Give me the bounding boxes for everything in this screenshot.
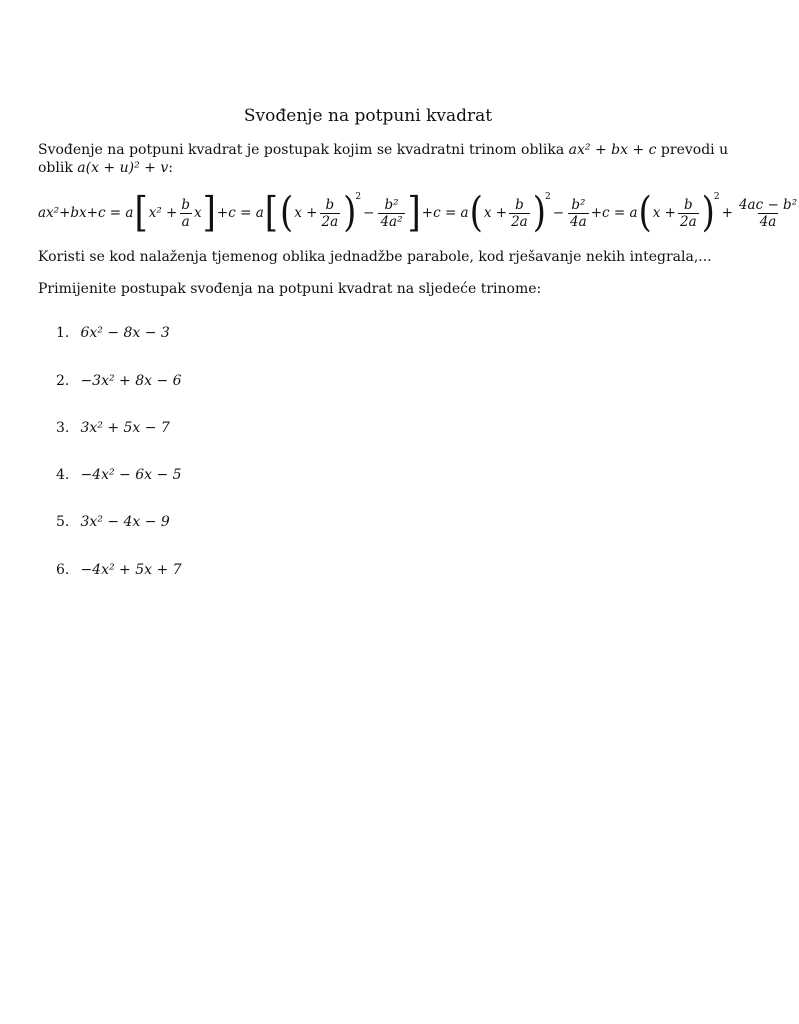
right-bracket: ] [407, 189, 421, 237]
fraction-b-over-a [179, 198, 192, 229]
right-paren: ) [532, 189, 546, 237]
intro-trinom: ax² + bx + c [568, 142, 657, 158]
task-paragraph: Primijenite postupak svođenja na potpuni kvadrat na sljedeće trinome: [38, 281, 542, 297]
fraction-denominator: 4a [570, 213, 587, 230]
formula-inner-x-3: x + [652, 205, 676, 221]
formula-inner-x: x + [294, 205, 318, 221]
fraction-denominator: 4a² [380, 213, 403, 230]
usage-paragraph: Koristi se kod nalaženja tjemenog oblika jednadžbe parabole, kod rješavanje nekih integrala,... [38, 249, 712, 265]
left-paren: ( [638, 189, 652, 237]
left-paren: ( [280, 189, 294, 237]
list-item [56, 325, 170, 345]
intro-text-3: : [168, 160, 173, 176]
item-number: 3. [56, 420, 70, 436]
intro-oblik: a(x + u)² + v [77, 160, 169, 176]
item-expression: 3x² + 5x − 7 [80, 420, 170, 436]
list-item [56, 420, 170, 440]
list-item [56, 467, 182, 487]
minus-sign: − [363, 205, 375, 221]
item-number: 6. [56, 562, 70, 578]
minus-sign: − [552, 205, 565, 221]
document-title: Svođenje na potpuni kvadrat [243, 106, 493, 126]
fraction-b-over-2a [509, 198, 530, 229]
fraction-numerator: b² [384, 196, 399, 213]
list-item [56, 373, 182, 393]
item-expression: −4x² − 6x − 5 [80, 467, 182, 483]
fraction-b-over-2a [678, 198, 699, 229]
fraction-vertex-term [737, 198, 799, 229]
item-number: 2. [56, 373, 70, 389]
fraction-numerator: 4ac − b² [738, 196, 798, 213]
fraction-numerator: b [325, 196, 335, 213]
item-expression: 3x² − 4x − 9 [80, 514, 170, 530]
fraction-b2-over-4a2 [378, 198, 404, 229]
formula-inner-x-2: x + [483, 205, 508, 221]
intro-text-1: Svođenje na potpuni kvadrat je postupak kojim se kvadratni trinom oblika [38, 142, 569, 158]
left-paren: ( [469, 189, 483, 237]
item-number: 4. [56, 467, 70, 483]
intro-paragraph [38, 141, 738, 177]
plus-sign: + [721, 205, 733, 221]
fraction-b-over-2a [320, 198, 341, 229]
formula-eq-2: +c = a [421, 205, 469, 221]
list-item [56, 514, 170, 534]
right-paren: ) [701, 189, 715, 237]
formula-eq-3: +c = a [590, 205, 638, 221]
item-expression: 6x² − 8x − 3 [80, 325, 170, 341]
fraction-numerator: b² [571, 196, 586, 213]
intro-text-2: prevodi u oblik [38, 142, 729, 176]
square-exponent: 2 [713, 192, 720, 202]
fraction-denominator: 4a [759, 213, 777, 230]
list-item [56, 562, 182, 582]
square-exponent: 2 [545, 192, 551, 202]
right-bracket: ] [202, 189, 216, 237]
fraction-b2-over-4a [568, 198, 589, 229]
formula-lhs: ax²+bx+c = a [38, 205, 134, 221]
fraction-numerator: b [683, 196, 693, 213]
fraction-denominator: 2a [680, 213, 697, 230]
formula-eq-1: +c = a [216, 205, 264, 221]
fraction-numerator: b [181, 196, 191, 213]
right-paren: ) [343, 189, 357, 237]
square-exponent: 2 [355, 192, 362, 202]
left-bracket: [ [134, 189, 148, 237]
formula-part1-start: x² + [148, 205, 178, 221]
fraction-denominator: 2a [321, 213, 339, 230]
left-bracket: [ [264, 189, 279, 237]
item-expression: −4x² + 5x + 7 [80, 562, 182, 578]
item-expression: −3x² + 8x − 6 [80, 373, 182, 389]
item-number: 5. [56, 514, 70, 530]
formula-part1-end: x [194, 205, 202, 221]
item-number: 1. [56, 325, 70, 341]
fraction-denominator: a [181, 213, 190, 230]
fraction-denominator: 2a [511, 213, 528, 230]
completing-square-formula [38, 189, 798, 237]
fraction-numerator: b [515, 196, 524, 213]
